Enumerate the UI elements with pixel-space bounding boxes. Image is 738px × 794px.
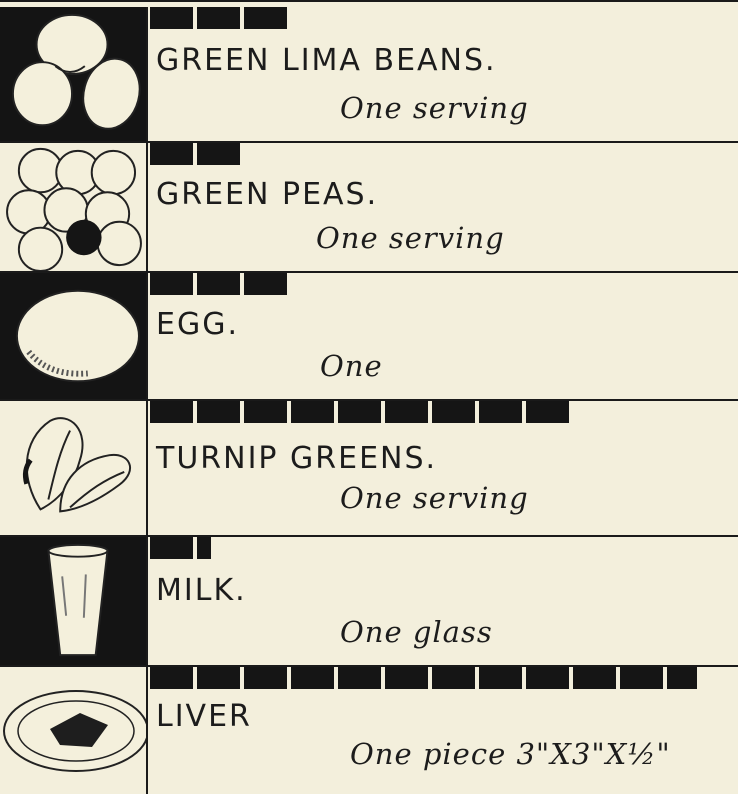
bar-group-green-peas	[150, 143, 240, 165]
row-title: TURNIP GREENS.	[156, 441, 438, 476]
row-title: MILK.	[156, 573, 247, 608]
row-title: EGG.	[156, 307, 239, 342]
bar-segment	[479, 401, 522, 423]
row-amount: One glass	[340, 615, 493, 649]
bar-segment	[197, 537, 211, 559]
bar-segment	[432, 401, 475, 423]
bar-group-turnip-greens	[150, 401, 569, 423]
bar-segment	[573, 667, 616, 689]
bar-segment	[150, 667, 193, 689]
bar-segment	[291, 401, 334, 423]
bar-segment	[338, 667, 381, 689]
bar-segment	[244, 667, 287, 689]
bar-group-liver	[150, 667, 697, 689]
bar-group-lima-beans	[150, 7, 287, 29]
row-amount: One serving	[316, 221, 505, 255]
bar-segment	[526, 667, 569, 689]
row-milk	[0, 537, 738, 667]
row-amount: One serving	[340, 481, 529, 515]
bar-segment	[244, 401, 287, 423]
bar-segment	[338, 401, 381, 423]
egg-icon	[0, 273, 148, 399]
row-turnip-greens	[0, 401, 738, 537]
bar-group-milk	[150, 537, 211, 559]
peas-icon	[0, 143, 148, 271]
row-egg	[0, 273, 738, 401]
row-amount: One serving	[340, 91, 529, 125]
bar-segment	[385, 401, 428, 423]
bar-segment	[197, 667, 240, 689]
bar-segment	[244, 273, 287, 295]
bar-segment	[432, 667, 475, 689]
row-lima-beans	[0, 7, 738, 143]
row-green-peas	[0, 143, 738, 273]
bar-segment	[197, 401, 240, 423]
bar-segment	[150, 143, 193, 165]
bar-segment	[526, 401, 569, 423]
row-amount: One piece 3"X3"X½"	[350, 737, 671, 771]
liver-plate-icon	[0, 667, 148, 794]
milk-glass-icon	[0, 537, 148, 665]
bar-segment	[291, 667, 334, 689]
bar-segment	[620, 667, 663, 689]
bar-segment	[479, 667, 522, 689]
bar-segment	[197, 143, 240, 165]
bar-segment	[150, 401, 193, 423]
bar-group-egg	[150, 273, 287, 295]
row-liver	[0, 667, 738, 794]
bar-segment	[244, 7, 287, 29]
row-title: GREEN PEAS.	[156, 177, 379, 212]
bar-segment	[150, 7, 193, 29]
bar-segment	[667, 667, 697, 689]
bar-segment	[197, 7, 240, 29]
turnip-greens-icon	[0, 401, 148, 535]
bar-segment	[385, 667, 428, 689]
bar-segment	[197, 273, 240, 295]
row-amount: One	[320, 349, 383, 383]
lima-beans-icon	[0, 7, 148, 141]
row-title: LIVER	[156, 699, 252, 734]
bar-segment	[150, 273, 193, 295]
row-title: GREEN LIMA BEANS.	[156, 43, 497, 78]
bar-segment	[150, 537, 193, 559]
